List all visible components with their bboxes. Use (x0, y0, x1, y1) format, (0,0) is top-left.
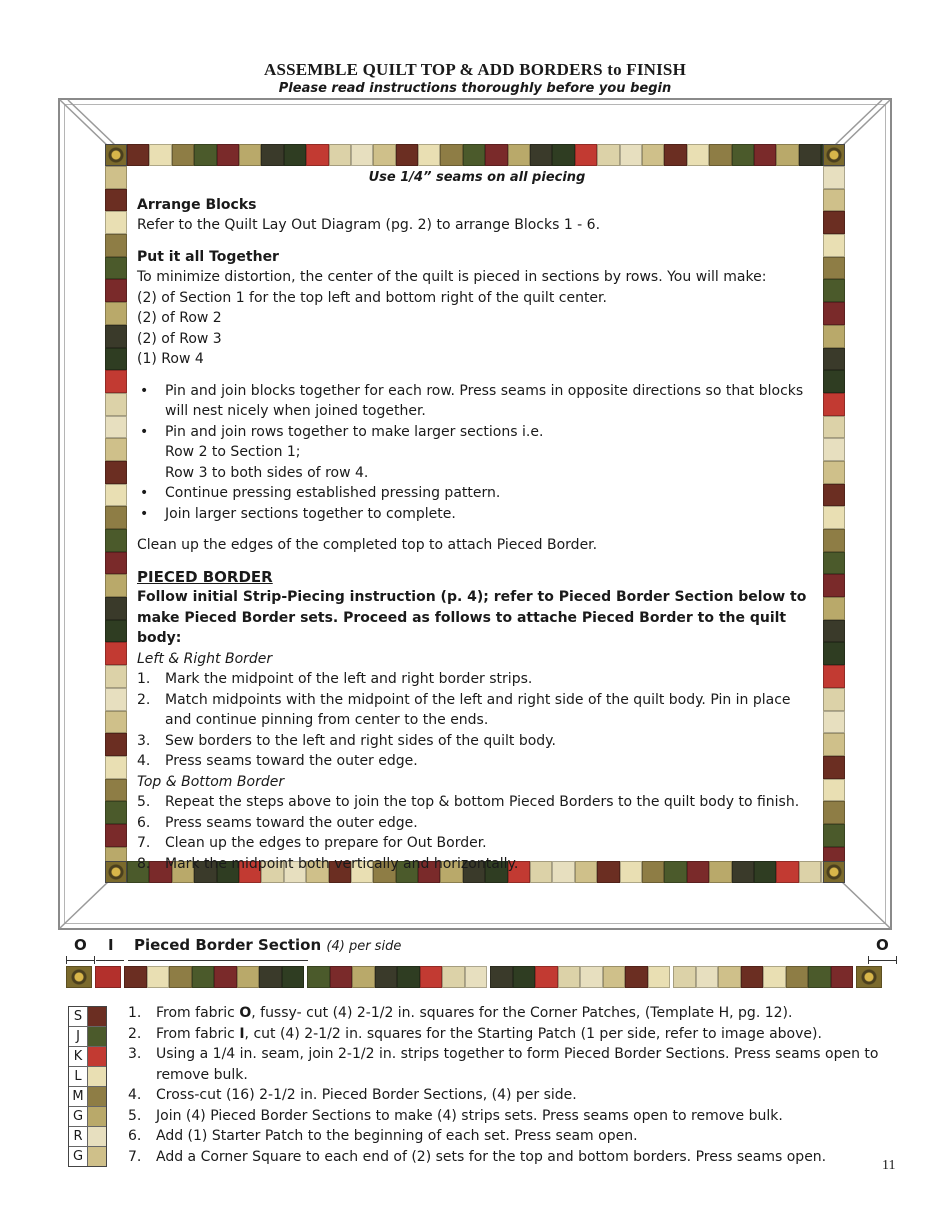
together-line: (2) of Row 3 (137, 330, 222, 347)
fabric-square (105, 824, 127, 847)
together-heading: Put it all Together (137, 248, 279, 265)
legend-swatch (88, 1007, 106, 1026)
fabric-square (513, 966, 536, 988)
seam-note: Use 1/4” seams on all piecing (368, 170, 586, 185)
fabric-square (397, 966, 420, 988)
fabric-square (823, 779, 845, 802)
bullet-text: Row 3 to both sides of row 4. (165, 464, 369, 481)
cutting-step: 6. Add (1) Starter Patch to the beginning of each set. Press seam open. (128, 1128, 638, 1144)
bullet-text: Row 2 to Section 1; (165, 444, 301, 460)
fabric-square (352, 966, 375, 988)
fabric-square (105, 189, 127, 212)
fabric-square (105, 552, 127, 575)
fabric-square (580, 966, 603, 988)
fabric-square (237, 966, 260, 988)
legend-swatch (88, 1027, 106, 1046)
legend-letter: M (69, 1087, 88, 1106)
fabric-square (282, 966, 305, 988)
fabric-square (664, 144, 686, 166)
bullet-item: • Pin and join blocks together for each row. Press seams in opposite directions so that blocks will nest nicely when joined together. (137, 381, 817, 422)
fabric-square (105, 597, 127, 620)
fabric-square (597, 144, 619, 166)
label-o-left: O (74, 936, 87, 954)
fabric-square (259, 966, 282, 988)
fabric-square (169, 966, 192, 988)
legend-swatch (88, 1107, 106, 1126)
dimension-line (66, 960, 94, 961)
together-line: (2) of Section 1 for the top left and bottom right of the quilt center. (137, 289, 607, 306)
corner-square-top-right (823, 144, 845, 166)
fabric-square (530, 144, 552, 166)
fabric-square (192, 966, 215, 988)
step-item: 1. Mark the midpoint of the left and right border strips. (137, 671, 533, 687)
fabric-square (284, 144, 306, 166)
starter-patch (95, 966, 121, 988)
fabric-square (124, 966, 147, 988)
pieced-border-right (823, 166, 845, 869)
cutting-step: 7. Add a Corner Square to each end of (2) sets for the top and bottom borders. Press seams open. (128, 1148, 827, 1165)
fabric-square (823, 484, 845, 507)
bullet-text: Pin and join rows together to make larger sections i.e. (165, 423, 544, 440)
fabric-square (823, 325, 845, 348)
fabric-square (105, 529, 127, 552)
left-right-steps (137, 669, 817, 772)
fabric-square (105, 733, 127, 756)
legend-row (69, 1107, 106, 1127)
cutting-step: 3. Using a 1/4 in. seam, join 2-1/2 in. strips together to form Pieced Border Sections. Press seams open to remove bulk. (128, 1046, 879, 1083)
legend-swatch (88, 1087, 106, 1106)
fabric-square (373, 144, 395, 166)
legend-row (69, 1027, 106, 1047)
fabric-square (442, 966, 465, 988)
fabric-square (823, 302, 845, 325)
dimension-line (868, 960, 896, 961)
legend-letter: S (69, 1007, 88, 1026)
fabric-square (754, 144, 776, 166)
corner-square-top-left (105, 144, 127, 166)
fabric-square (307, 966, 330, 988)
fabric-square (823, 370, 845, 393)
fabric-square (823, 733, 845, 756)
legend-row (69, 1087, 106, 1107)
fabric-square (396, 144, 418, 166)
fabric-square (105, 302, 127, 325)
together-line: To minimize distortion, the center of the quilt is pieced in sections by rows. You will make: (137, 269, 767, 285)
corner-patch (66, 966, 92, 988)
fabric-square (420, 966, 443, 988)
legend-row (69, 1067, 106, 1087)
dimension-line (96, 960, 124, 961)
top-bottom-heading: Top & Bottom Border (137, 773, 285, 790)
fabric-square (831, 966, 854, 988)
fabric-square (127, 144, 149, 166)
page-title: ASSEMBLE QUILT TOP & ADD BORDERS to FINISH (263, 60, 687, 79)
corner-square-bottom-left (105, 861, 127, 883)
fabric-square (440, 144, 462, 166)
section-title: Pieced Border Section (4) per side (134, 936, 402, 954)
fabric-square (485, 144, 507, 166)
step-item: 2. Match midpoints with the midpoint of the left and right side of the quilt body. Pin in place and continue pinning from center to the ends. (137, 691, 791, 728)
fabric-square (105, 461, 127, 484)
arrange-heading: Arrange Blocks (137, 196, 257, 213)
fabric-square (490, 966, 513, 988)
fabric-square (732, 144, 754, 166)
pieced-border-left (105, 166, 127, 869)
step-item: 4. Press seams toward the outer edge. (137, 753, 418, 769)
fabric-square (105, 438, 127, 461)
fabric-square (823, 393, 845, 416)
legend-row (69, 1127, 106, 1147)
fabric-square (718, 966, 741, 988)
cutting-steps (128, 1003, 888, 1167)
fabric-legend (68, 1006, 107, 1167)
fabric-square (508, 144, 530, 166)
fabric-square (823, 801, 845, 824)
fabric-square (709, 144, 731, 166)
step-item: 3. Sew borders to the left and right sides of the quilt body. (137, 732, 556, 749)
legend-letter: G (69, 1147, 88, 1166)
fabric-square (105, 801, 127, 824)
fabric-square (239, 144, 261, 166)
fabric-square (418, 144, 440, 166)
fabric-square (105, 234, 127, 257)
fabric-square (687, 144, 709, 166)
fabric-square (558, 966, 581, 988)
arrange-text: Refer to the Quilt Lay Out Diagram (pg. 2) to arrange Blocks 1 - 6. (137, 217, 601, 233)
fabric-square (823, 665, 845, 688)
cutting-step: 4. Cross-cut (16) 2-1/2 in. Pieced Border Sections, (4) per side. (128, 1087, 577, 1103)
fabric-square (696, 966, 719, 988)
fabric-square (625, 966, 648, 988)
fabric-square (105, 166, 127, 189)
fabric-square (620, 144, 642, 166)
fabric-square (351, 144, 373, 166)
legend-letter: J (69, 1027, 88, 1046)
page-subtitle: Please read instructions thoroughly before you begin (278, 81, 672, 96)
legend-swatch (88, 1147, 106, 1166)
corner-patch (856, 966, 882, 988)
fabric-square (823, 620, 845, 643)
assembly-bullets (137, 381, 817, 525)
fabric-square (306, 144, 328, 166)
fabric-square (823, 348, 845, 371)
dimension-line (128, 960, 308, 961)
fabric-square (194, 144, 216, 166)
fabric-square (673, 966, 696, 988)
fabric-square (105, 665, 127, 688)
top-bottom-steps (137, 792, 817, 874)
fabric-square (823, 756, 845, 779)
legend-letter: K (69, 1047, 88, 1066)
fabric-square (823, 189, 845, 212)
fabric-square (823, 211, 845, 234)
together-line: (1) Row 4 (137, 351, 204, 367)
pieced-border-note: Follow initial Strip-Piecing instruction (p. 4); refer to Pieced Border Section below to make Pieced Border sets. Proceed as follows to attache Pieced Border to the quilt body: (137, 589, 807, 646)
pieced-border-section-header (60, 936, 900, 960)
fabric-square (105, 779, 127, 802)
together-line: (2) of Row 2 (137, 310, 222, 326)
legend-row (69, 1007, 106, 1027)
bullet-item: • Join larger sections together to complete. (137, 504, 817, 525)
cutting-step: 2. From fabric I, cut (4) 2-1/2 in. squares for the Starting Patch (1 per side, refer to image above). (128, 1025, 822, 1042)
fabric-square (763, 966, 786, 988)
pieced-border-top (127, 144, 844, 166)
legend-row (69, 1047, 106, 1067)
fabric-square (214, 966, 237, 988)
fabric-square (105, 393, 127, 416)
bullet-item: • Continue pressing established pressing pattern. (137, 483, 817, 504)
fabric-square (105, 688, 127, 711)
fabric-square (823, 166, 845, 189)
fabric-square (823, 438, 845, 461)
corner-square-bottom-right (823, 861, 845, 883)
fabric-square (261, 144, 283, 166)
fabric-square (535, 966, 558, 988)
fabric-square (642, 144, 664, 166)
fabric-square (823, 711, 845, 734)
fabric-square (105, 257, 127, 280)
instructions-body (137, 168, 817, 874)
fabric-square (105, 279, 127, 302)
fabric-square (808, 966, 831, 988)
fabric-square (823, 529, 845, 552)
fabric-square (147, 966, 170, 988)
fabric-square (105, 211, 127, 234)
fabric-square (105, 484, 127, 507)
fabric-square (552, 144, 574, 166)
fabric-square (105, 642, 127, 665)
fabric-square (603, 966, 626, 988)
legend-letter: G (69, 1107, 88, 1126)
fabric-square (105, 574, 127, 597)
fabric-square (823, 597, 845, 620)
cutting-step: 5. Join (4) Pieced Border Sections to make (4) strips sets. Press seams open to remove bulk. (128, 1107, 783, 1124)
fabric-square (648, 966, 671, 988)
fabric-square (823, 574, 845, 597)
legend-letter: R (69, 1127, 88, 1146)
legend-letter: L (69, 1067, 88, 1086)
pieced-border-heading: PIECED BORDER (137, 567, 273, 586)
fabric-square (741, 966, 764, 988)
fabric-square (823, 506, 845, 529)
legend-swatch (88, 1127, 106, 1146)
fabric-square (105, 325, 127, 348)
step-item: 6. Press seams toward the outer edge. (137, 814, 418, 831)
fabric-square (172, 144, 194, 166)
fabric-square (823, 279, 845, 302)
fabric-square (105, 348, 127, 371)
fabric-square (105, 620, 127, 643)
cutting-step: 1. From fabric O, fussy- cut (4) 2-1/2 in. squares for the Corner Patches, (Template H, pg. 12). (128, 1005, 793, 1021)
fabric-square (823, 461, 845, 484)
fabric-square (149, 144, 171, 166)
label-o-right: O (876, 936, 889, 954)
legend-swatch (88, 1047, 106, 1066)
fabric-square (823, 688, 845, 711)
fabric-square (465, 966, 488, 988)
left-right-heading: Left & Right Border (137, 650, 273, 667)
fabric-square (105, 756, 127, 779)
fabric-square (823, 552, 845, 575)
label-i: I (108, 936, 114, 954)
legend-swatch (88, 1067, 106, 1086)
fabric-square (329, 144, 351, 166)
fabric-square (823, 234, 845, 257)
fabric-square (776, 144, 798, 166)
cleanup-text: Clean up the edges of the completed top to attach Pieced Border. (137, 537, 598, 553)
fabric-square (799, 144, 821, 166)
fabric-square (105, 370, 127, 393)
legend-row (69, 1147, 106, 1166)
fabric-square (105, 506, 127, 529)
step-item: 7. Clean up the edges to prepare for Out Border. (137, 835, 487, 851)
pieced-border-section-strip (66, 966, 882, 988)
fabric-square (463, 144, 485, 166)
fabric-square (823, 257, 845, 280)
step-item: 5. Repeat the steps above to join the top & bottom Pieced Borders to the quilt body to finish. (137, 794, 800, 810)
fabric-square (330, 966, 353, 988)
fabric-square (823, 416, 845, 439)
step-item: 8. Mark the midpoint both vertically and horizontally. (137, 855, 519, 872)
bullet-item (137, 422, 817, 484)
fabric-square (105, 416, 127, 439)
fabric-square (105, 711, 127, 734)
fabric-square (823, 824, 845, 847)
fabric-square (823, 642, 845, 665)
fabric-square (375, 966, 398, 988)
fabric-square (575, 144, 597, 166)
fabric-square (786, 966, 809, 988)
fabric-square (217, 144, 239, 166)
page-number: 11 (882, 1158, 896, 1173)
